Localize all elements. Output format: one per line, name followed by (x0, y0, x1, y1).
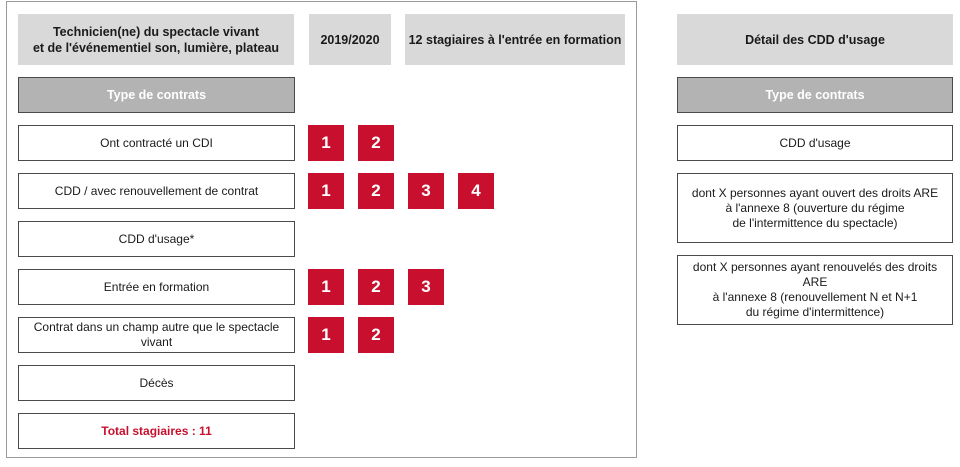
droits-renouveles-line3: du régime d'intermittence) (745, 305, 885, 319)
droits-renouveles-line1: dont X personnes ayant renouvelés des droits ARE (692, 260, 938, 289)
row-autre-champ-label: Contrat dans un champ autre que le spectacle vivant (33, 320, 280, 349)
row-autre-champ (18, 317, 295, 353)
program-title-line2: et de l'événementiel son, lumière, plateau (32, 40, 280, 55)
left-type-header-label: Type de contrats (106, 88, 207, 102)
total-label: Total stagiaires : 11 (101, 423, 212, 438)
right-droits-renouveles (677, 255, 953, 325)
cdd-badge-1: 1 (308, 173, 344, 209)
trainees-label: 12 stagiaires à l'entrée en formation (408, 32, 622, 47)
left-type-header (18, 77, 295, 113)
autre-badge-1: 1 (308, 317, 344, 353)
formation-badge-2: 2 (358, 269, 394, 305)
right-cdd-usage-label: CDD d'usage (779, 135, 851, 150)
program-title-header (18, 14, 294, 65)
row-cdd-renouvellement-label: CDD / avec renouvellement de contrat (54, 183, 259, 198)
row-cdd-renouvellement (18, 173, 295, 209)
right-cdd-usage (677, 125, 953, 161)
cdi-badge-2: 2 (358, 125, 394, 161)
droits-ouverts-line2: à l'annexe 8 (ouverture du régime (725, 200, 905, 215)
year-label: 2019/2020 (320, 32, 380, 47)
row-deces (18, 365, 295, 401)
program-title-line1: Technicien(ne) du spectacle vivant (52, 24, 260, 39)
droits-ouverts-line1: dont X personnes ayant ouvert des droits ARE (691, 185, 939, 200)
row-total (18, 413, 295, 449)
cdd-badge-3: 3 (408, 173, 444, 209)
formation-badge-1: 1 (308, 269, 344, 305)
row-cdi (18, 125, 295, 161)
row-cdd-usage (18, 221, 295, 257)
cdd-detail-label: Détail des CDD d'usage (745, 32, 885, 47)
row-cdi-label: Ont contracté un CDI (100, 135, 213, 150)
cdd-badge-2: 2 (358, 173, 394, 209)
droits-renouveles-line2: à l'annexe 8 (renouvellement N et N+1 (712, 290, 918, 304)
right-type-header-label: Type de contrats (765, 88, 865, 102)
formation-badge-3: 3 (408, 269, 444, 305)
trainees-header (405, 14, 625, 65)
cdi-badge-1: 1 (308, 125, 344, 161)
right-type-header (677, 77, 953, 113)
cdd-detail-header (677, 14, 953, 65)
row-cdd-usage-label: CDD d'usage* (118, 231, 195, 246)
year-header (309, 14, 391, 65)
cdd-badge-4: 4 (458, 173, 494, 209)
row-entree-formation-label: Entrée en formation (103, 279, 210, 294)
right-droits-ouverts (677, 173, 953, 243)
row-entree-formation (18, 269, 295, 305)
row-deces-label: Décès (139, 375, 174, 390)
autre-badge-2: 2 (358, 317, 394, 353)
droits-ouverts-line3: de l'intermittence du spectacle) (732, 215, 898, 230)
